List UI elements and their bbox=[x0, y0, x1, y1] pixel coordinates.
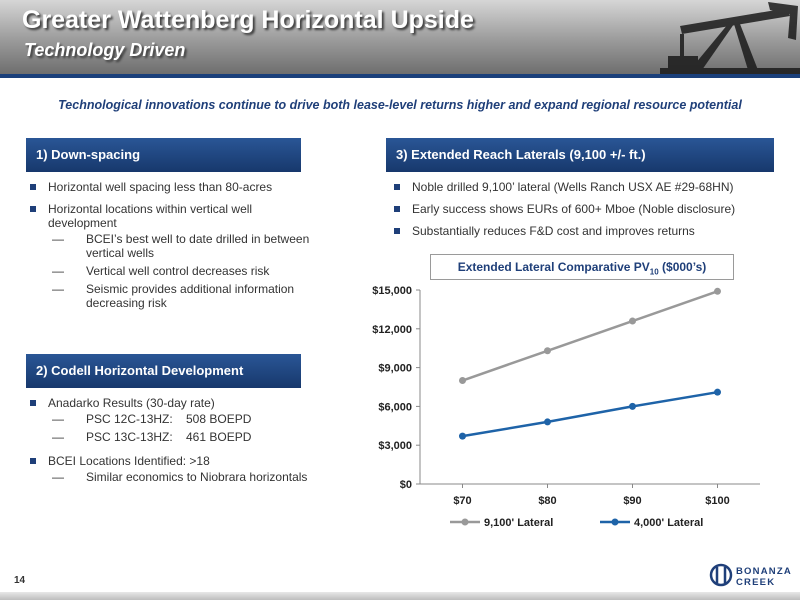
sub-list-item: — PSC 13C-13HZ: 461 BOEPD bbox=[52, 430, 252, 444]
dash-icon: — bbox=[52, 430, 64, 444]
sub-list bbox=[48, 470, 316, 484]
legend-swatch-marker bbox=[462, 519, 469, 526]
chart-title: Extended Lateral Comparative $PV_{10}$ ($000’s) bbox=[430, 254, 734, 280]
series-line-1 bbox=[463, 392, 718, 436]
svg-text:BONANZA: BONANZA bbox=[736, 566, 792, 577]
data-point bbox=[544, 347, 551, 354]
x-tick-label: $90 bbox=[623, 495, 642, 507]
series-line-0 bbox=[463, 291, 718, 380]
list-item: Early success shows EURs of 600+ Mboe (Noble disclosure) bbox=[390, 202, 780, 216]
page-title: Greater Wattenberg Horizontal Upside bbox=[22, 6, 474, 34]
bullet-square-icon bbox=[30, 400, 36, 406]
data-point bbox=[459, 377, 466, 384]
y-tick-label: $15,000 bbox=[372, 285, 412, 297]
bullet-square-icon bbox=[30, 206, 36, 212]
section-codell-header: 2) Codell Horizontal Development bbox=[26, 354, 301, 388]
sub-list-item: — BCEI’s best well to date drilled in between vertical wells bbox=[52, 232, 310, 260]
bullet-square-icon bbox=[394, 228, 400, 234]
section-extended-reach-header: 3) Extended Reach Laterals (9,100 +/- ft.) bbox=[386, 138, 774, 172]
list-item: BCEI Locations Identified: >18 — Similar economics to Niobrara horizontals bbox=[26, 454, 316, 484]
y-tick-label: $9,000 bbox=[378, 362, 412, 375]
list-item: Horizontal locations within vertical well development — BCEI’s best well to date drilled in between vertical wells — Vertical well control decreases risk — Seismic provides additional information decreasing risk bbox=[26, 202, 316, 310]
x-tick-label: $100 bbox=[705, 495, 730, 507]
y-tick-label: $6,000 bbox=[378, 401, 412, 414]
header-banner bbox=[0, 0, 800, 74]
list-item: Noble drilled 9,100’ lateral (Wells Ranch USX AE #29-68HN) bbox=[390, 180, 780, 194]
sub-list-item: — Seismic provides additional information decreasing risk bbox=[52, 282, 295, 310]
dash-icon: — bbox=[52, 282, 64, 296]
list-item: Anadarko Results (30-day rate) — PSC 12C-13HZ: 508 BOEPD — PSC 13C-13HZ: 461 BOEPD bbox=[26, 396, 316, 444]
page-number: 14 bbox=[14, 575, 26, 586]
bullet-square-icon bbox=[394, 184, 400, 190]
dash-icon: — bbox=[52, 264, 64, 278]
y-tick-label: $12,000 bbox=[372, 323, 412, 336]
data-point bbox=[629, 403, 636, 410]
bonanza-creek-logo bbox=[708, 560, 794, 590]
section-codell-list bbox=[26, 396, 316, 492]
header-divider bbox=[0, 74, 800, 78]
dash-icon: — bbox=[52, 470, 64, 484]
data-point bbox=[459, 433, 466, 440]
data-point bbox=[714, 389, 721, 396]
y-tick-label: $0 bbox=[399, 479, 412, 491]
pumpjack-icon bbox=[650, 0, 800, 74]
sub-list-item: — Vertical well control decreases risk bbox=[52, 264, 270, 278]
footer-bar bbox=[0, 592, 800, 600]
y-tick-label: $3,000 bbox=[378, 440, 412, 453]
data-point bbox=[629, 318, 636, 325]
x-tick-label: $80 bbox=[538, 495, 557, 507]
page-subtitle: Technology Driven bbox=[24, 40, 186, 60]
data-point bbox=[714, 288, 721, 295]
legend-swatch-marker bbox=[612, 519, 619, 526]
sub-list-item: — Similar economics to Niobrara horizontals bbox=[52, 470, 308, 484]
pv-line-chart bbox=[360, 280, 780, 540]
dash-icon: — bbox=[52, 412, 64, 426]
bullet-square-icon bbox=[30, 458, 36, 464]
dash-icon: — bbox=[52, 232, 64, 246]
section-extended-reach-list bbox=[390, 180, 780, 246]
sub-list-item: — PSC 12C-13HZ: 508 BOEPD bbox=[52, 412, 252, 426]
bullet-square-icon bbox=[30, 184, 36, 190]
svg-text:CREEK: CREEK bbox=[736, 577, 776, 588]
sub-list bbox=[48, 232, 316, 310]
list-item: Substantially reduces F&D cost and improves returns bbox=[390, 224, 780, 238]
data-point bbox=[544, 418, 551, 425]
intro-statement: Technological innovations continue to drive both lease-level returns higher and expand regional resource potential bbox=[58, 98, 742, 112]
bullet-square-icon bbox=[394, 206, 400, 212]
section-down-spacing-list bbox=[26, 180, 316, 318]
section-down-spacing-header: 1) Down-spacing bbox=[26, 138, 301, 172]
legend-label: 9,100' Lateral bbox=[484, 517, 554, 529]
legend-label: 4,000' Lateral bbox=[634, 517, 704, 529]
list-item: Horizontal well spacing less than 80-acres bbox=[26, 180, 316, 194]
sub-list bbox=[48, 412, 316, 444]
x-tick-label: $70 bbox=[453, 495, 472, 507]
